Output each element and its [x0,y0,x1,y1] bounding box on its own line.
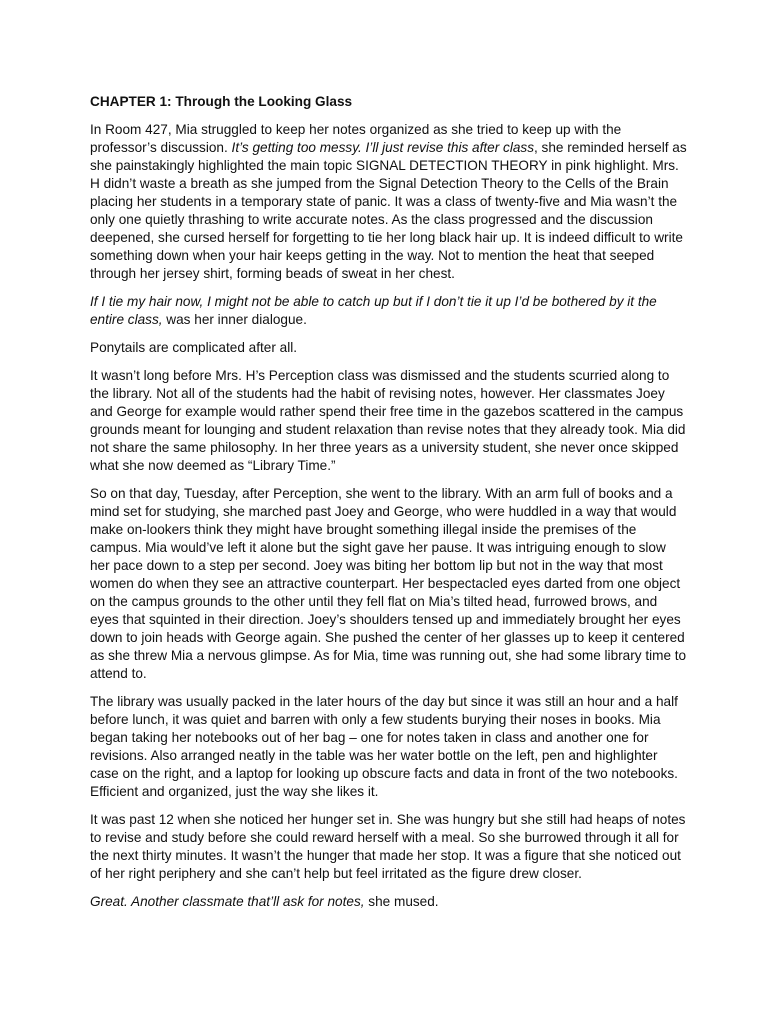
paragraph-8 [90,893,688,911]
paragraph-2 [90,293,688,329]
paragraph-1-text-c: , she reminded herself as she painstakingly highlighted the main topic SIGNAL DETECTION THEORY in pink highlight. Mrs. H didn’t waste a breath as she jumped from the Signal Detection Theory to the Cells of the Brain placing her students in a temporary state of panic. It was a class of twenty-five and Mia wasn’t the only one quietly thrashing to write accurate notes. As the class progressed and the discussion deepened, she cursed herself for forgetting to tie her long black hair up. It is indeed difficult to write something down when your hair keeps getting in the way. Not to mention the heat that seeped through her jersey shirt, forming beads of sweat in her chest. [90,140,687,281]
paragraph-6: The library was usually packed in the later hours of the day but since it was still an hour and a half before lunch, it was quiet and barren with only a few students burying their noses in books. Mia began taking her notebooks out of her bag – one for notes taken in class and another one for revisions. Also arranged neatly in the table was her water bottle on the left, pen and highlighter case on the right, and a laptop for looking up obscure facts and data in front of the two notebooks. Efficient and organized, just the way she likes it. [90,694,678,799]
paragraph-2-text-b: was her inner dialogue. [162,312,307,327]
paragraph-7: It was past 12 when she noticed her hunger set in. She was hungry but she still had heaps of notes to revise and study before she could reward herself with a meal. So she burrowed through it all for the next thirty minutes. It wasn’t the hunger that made her stop. It was a figure that she noticed out of her right periphery and she can’t help but feel irritated as the figure drew closer. [90,812,686,881]
paragraph-8-text-b: she mused. [364,894,439,909]
paragraph-8-italic-thought: Great. Another classmate that’ll ask for notes, [90,894,365,909]
chapter-title: CHAPTER 1: Through the Looking Glass [90,94,353,109]
paragraph-3: Ponytails are complicated after all. [90,340,298,355]
paragraph-2-italic-thought: If I tie my hair now, I might not be able to catch up but if I don’t tie it up I’d be bothered by it the entire class, [90,294,657,327]
paragraph-1-text-a: In Room 427, Mia struggled to keep her notes organized as she tried to keep up with the professor’s discussion. [90,122,622,155]
paragraph-1-italic-thought: It’s getting too messy. I’ll just revise this after class [231,140,534,155]
paragraph-1 [90,121,688,283]
paragraph-4: It wasn’t long before Mrs. H’s Perception class was dismissed and the students scurried along to the library. Not all of the students had the habit of revising notes, however. Her classmates Joey and George for example would rather spend their free time in the gazebos scattered in the campus grounds meant for lounging and student relaxation than revise notes that they already took. Mia did not share the same philosophy. In her three years as a university student, she never once skipped what she now deemed as “Library Time.” [90,368,686,473]
paragraph-5: So on that day, Tuesday, after Perception, she went to the library. With an arm full of books and a mind set for studying, she marched past Joey and George, who were huddled in a way that would make on-lookers think they might have brought something illegal inside the premises of the campus. Mia would’ve left it alone but the sight gave her pause. It was intriguing enough to slow her pace down to a step per second. Joey was biting her bottom lip but not in the way that most women do when they see an attractive counterpart. Her bespectacled eyes darted from one object on the campus grounds to the other until they fell flat on Mia’s tilted head, furrowed brows, and eyes that squinted in their direction. Joey’s shoulders tensed up and immediately brought her eyes down to join heads with George again. She pushed the center of her glasses up to keep it centered as she threw Mia a nervous glimpse. As for Mia, time was running out, she had some library time to attend to. [90,486,687,681]
